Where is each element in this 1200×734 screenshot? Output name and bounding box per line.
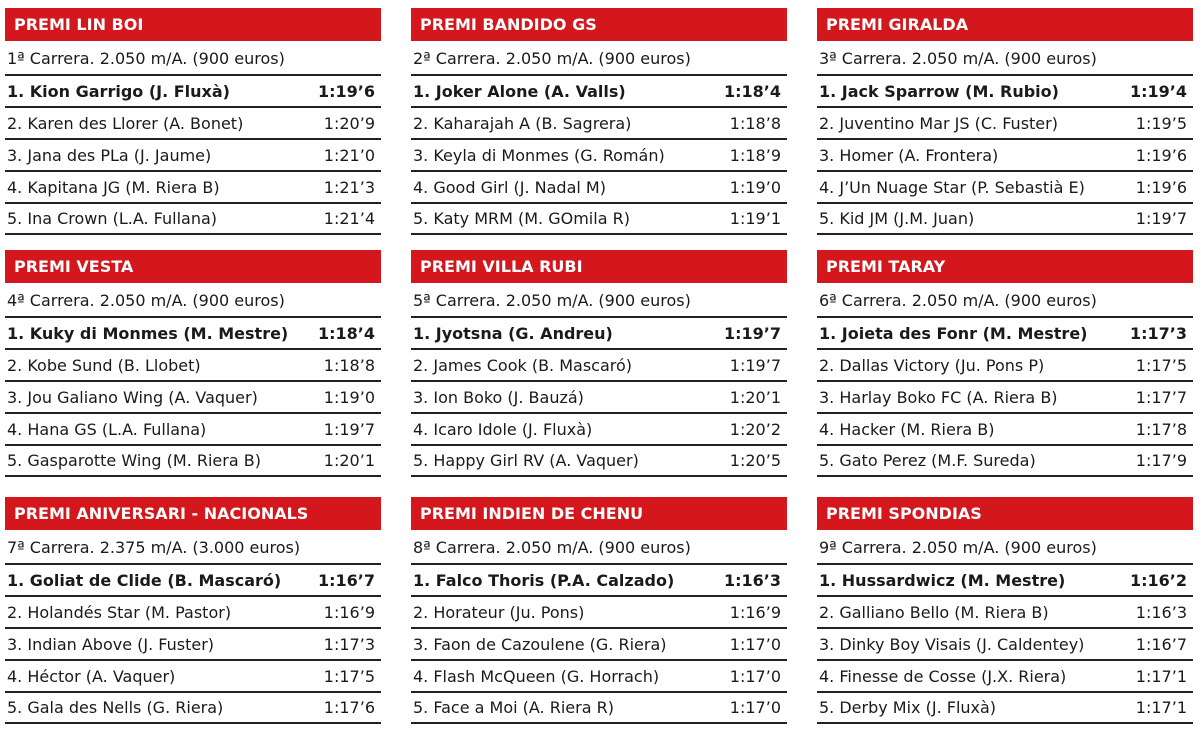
horse-driver: 5. Ina Crown (L.A. Fullana) <box>7 209 218 228</box>
race-info: 1ª Carrera. 2.050 m/A. (900 euros) <box>7 49 285 68</box>
result-row <box>411 563 787 595</box>
race-info: 6ª Carrera. 2.050 m/A. (900 euros) <box>819 291 1097 310</box>
result-row <box>817 691 1193 724</box>
horse-driver: 4. Flash McQueen (G. Horrach) <box>413 666 660 686</box>
horse-driver: 5. Gala des Nells (G. Riera) <box>7 698 224 717</box>
result-row <box>5 380 381 412</box>
result-row <box>411 595 787 627</box>
race-card <box>411 497 787 724</box>
race-time: 1:16’3 <box>723 570 781 590</box>
result-row <box>817 380 1193 412</box>
horse-driver: 2. Kobe Sund (B. Llobet) <box>7 355 201 375</box>
result-row <box>411 316 787 348</box>
result-row <box>817 563 1193 595</box>
race-info: 7ª Carrera. 2.375 m/A. (3.000 euros) <box>7 538 301 557</box>
result-row <box>5 138 381 170</box>
result-row <box>411 106 787 138</box>
horse-driver: 4. J’Un Nuage Star (P. Sebastià E) <box>819 177 1085 197</box>
race-time: 1:16’9 <box>729 602 781 622</box>
result-row <box>411 627 787 659</box>
horse-driver: 3. Ion Boko (J. Bauzá) <box>413 387 584 407</box>
race-time: 1:17’5 <box>323 666 375 686</box>
horse-driver: 3. Homer (A. Frontera) <box>819 145 999 165</box>
race-time: 1:21’0 <box>323 145 375 165</box>
horse-driver: 1. Joieta des Fonr (M. Mestre) <box>819 323 1088 343</box>
horse-driver: 4. Hana GS (L.A. Fullana) <box>7 419 207 439</box>
horse-driver: 3. Harlay Boko FC (A. Riera B) <box>819 387 1058 407</box>
race-card <box>411 8 787 235</box>
result-row <box>5 659 381 691</box>
race-time: 1:19’4 <box>1129 81 1187 101</box>
race-time: 1:20’1 <box>729 387 781 407</box>
race-time: 1:18’4 <box>723 81 781 101</box>
horse-driver: 4. Icaro Idole (J. Fluxà) <box>413 419 593 439</box>
result-row <box>817 348 1193 380</box>
horse-driver: 3. Indian Above (J. Fuster) <box>7 634 215 654</box>
horse-driver: 1. Jyotsna (G. Andreu) <box>413 323 613 343</box>
result-row <box>5 627 381 659</box>
race-title: PREMI TARAY <box>817 250 1193 283</box>
race-title: PREMI VILLA RUBI <box>411 250 787 283</box>
results-list <box>817 74 1193 235</box>
race-time: 1:16’2 <box>1129 570 1187 590</box>
result-row <box>5 412 381 444</box>
result-row <box>411 380 787 412</box>
horse-driver: 1. Goliat de Clide (B. Mascaró) <box>7 570 282 590</box>
results-list <box>5 316 381 477</box>
results-list <box>817 563 1193 724</box>
race-time: 1:19’6 <box>1135 177 1187 197</box>
race-time: 1:17’6 <box>323 698 375 717</box>
race-time: 1:18’9 <box>729 145 781 165</box>
horse-driver: 3. Jana des PLa (J. Jaume) <box>7 145 212 165</box>
race-info: 2ª Carrera. 2.050 m/A. (900 euros) <box>413 49 691 68</box>
result-row <box>411 138 787 170</box>
horse-driver: 1. Kuky di Monmes (M. Mestre) <box>7 323 289 343</box>
race-time: 1:16’9 <box>323 602 375 622</box>
race-info: 8ª Carrera. 2.050 m/A. (900 euros) <box>413 538 691 557</box>
horse-driver: 2. Juventino Mar JS (C. Fuster) <box>819 113 1058 133</box>
result-row <box>5 106 381 138</box>
race-info: 3ª Carrera. 2.050 m/A. (900 euros) <box>819 49 1097 68</box>
result-row <box>817 74 1193 106</box>
horse-driver: 1. Kion Garrigo (J. Fluxà) <box>7 81 230 101</box>
race-time: 1:20’5 <box>729 451 781 470</box>
horse-driver: 5. Face a Moi (A. Riera R) <box>413 698 614 717</box>
horse-driver: 4. Kapitana JG (M. Riera B) <box>7 177 220 197</box>
race-time: 1:19’7 <box>323 419 375 439</box>
race-card <box>411 250 787 477</box>
result-row <box>5 563 381 595</box>
horse-driver: 3. Dinky Boy Visais (J. Caldentey) <box>819 634 1085 654</box>
race-time: 1:17’9 <box>1135 451 1187 470</box>
result-row <box>411 202 787 235</box>
horse-driver: 2. Kaharajah A (B. Sagrera) <box>413 113 632 133</box>
race-title: PREMI SPONDIAS <box>817 497 1193 530</box>
result-row <box>411 659 787 691</box>
race-time: 1:16’7 <box>317 570 375 590</box>
result-row <box>411 170 787 202</box>
race-card <box>5 8 381 235</box>
results-list <box>411 563 787 724</box>
horse-driver: 1. Hussardwicz (M. Mestre) <box>819 570 1066 590</box>
race-time: 1:21’4 <box>323 209 375 228</box>
race-time: 1:19’0 <box>729 177 781 197</box>
result-row <box>5 444 381 477</box>
horse-driver: 2. Horateur (Ju. Pons) <box>413 602 585 622</box>
race-time: 1:17’3 <box>323 634 375 654</box>
horse-driver: 1. Jack Sparrow (M. Rubio) <box>819 81 1059 101</box>
horse-driver: 2. Karen des Llorer (A. Bonet) <box>7 113 244 133</box>
result-row <box>5 691 381 724</box>
race-title: PREMI INDIEN DE CHENU <box>411 497 787 530</box>
race-time: 1:19’7 <box>1135 209 1187 228</box>
result-row <box>411 74 787 106</box>
result-row <box>817 627 1193 659</box>
race-time: 1:17’5 <box>1135 355 1187 375</box>
result-row <box>411 691 787 724</box>
race-time: 1:19’1 <box>729 209 781 228</box>
race-time: 1:19’5 <box>1135 113 1187 133</box>
race-time: 1:17’0 <box>729 698 781 717</box>
race-time: 1:19’6 <box>317 81 375 101</box>
race-time: 1:17’3 <box>1129 323 1187 343</box>
race-time: 1:19’6 <box>1135 145 1187 165</box>
race-time: 1:18’8 <box>323 355 375 375</box>
results-list <box>411 74 787 235</box>
results-list <box>411 316 787 477</box>
race-card <box>5 250 381 477</box>
race-time: 1:20’9 <box>323 113 375 133</box>
horse-driver: 4. Héctor (A. Vaquer) <box>7 666 176 686</box>
race-time: 1:16’3 <box>1135 602 1187 622</box>
race-time: 1:20’2 <box>729 419 781 439</box>
result-row <box>817 595 1193 627</box>
result-row <box>5 74 381 106</box>
horse-driver: 4. Hacker (M. Riera B) <box>819 419 995 439</box>
race-time: 1:16’7 <box>1135 634 1187 654</box>
horse-driver: 5. Gasparotte Wing (M. Riera B) <box>7 451 261 470</box>
result-row <box>817 444 1193 477</box>
result-row <box>411 444 787 477</box>
results-list <box>5 74 381 235</box>
result-row <box>817 106 1193 138</box>
horse-driver: 4. Good Girl (J. Nadal M) <box>413 177 606 197</box>
race-title: PREMI LIN BOI <box>5 8 381 41</box>
race-time: 1:19’7 <box>729 355 781 375</box>
race-time: 1:19’7 <box>723 323 781 343</box>
race-time: 1:17’0 <box>729 666 781 686</box>
horse-driver: 1. Joker Alone (A. Valls) <box>413 81 626 101</box>
results-list <box>817 316 1193 477</box>
result-row <box>817 138 1193 170</box>
horse-driver: 5. Katy MRM (M. GOmila R) <box>413 209 630 228</box>
race-time: 1:18’8 <box>729 113 781 133</box>
result-row <box>817 202 1193 235</box>
race-time: 1:17’0 <box>729 634 781 654</box>
horse-driver: 2. Galliano Bello (M. Riera B) <box>819 602 1049 622</box>
race-time: 1:17’8 <box>1135 419 1187 439</box>
horse-driver: 3. Faon de Cazoulene (G. Riera) <box>413 634 667 654</box>
result-row <box>817 659 1193 691</box>
race-card <box>817 8 1193 235</box>
race-card <box>817 497 1193 724</box>
race-time: 1:17’7 <box>1135 387 1187 407</box>
race-time: 1:20’1 <box>323 451 375 470</box>
race-info: 4ª Carrera. 2.050 m/A. (900 euros) <box>7 291 285 310</box>
horse-driver: 4. Finesse de Cosse (J.X. Riera) <box>819 666 1067 686</box>
race-card <box>5 497 381 724</box>
horse-driver: 5. Kid JM (J.M. Juan) <box>819 209 975 228</box>
race-title: PREMI GIRALDA <box>817 8 1193 41</box>
result-row <box>817 316 1193 348</box>
horse-driver: 2. James Cook (B. Mascaró) <box>413 355 633 375</box>
result-row <box>5 316 381 348</box>
horse-driver: 2. Holandés Star (M. Pastor) <box>7 602 232 622</box>
result-row <box>411 412 787 444</box>
race-title: PREMI BANDIDO GS <box>411 8 787 41</box>
race-time: 1:19’0 <box>323 387 375 407</box>
race-title: PREMI VESTA <box>5 250 381 283</box>
race-info: 5ª Carrera. 2.050 m/A. (900 euros) <box>413 291 691 310</box>
result-row <box>817 412 1193 444</box>
race-time: 1:18’4 <box>317 323 375 343</box>
race-time: 1:17’1 <box>1135 698 1187 717</box>
result-row <box>817 170 1193 202</box>
result-row <box>5 595 381 627</box>
result-row <box>5 202 381 235</box>
horse-driver: 3. Keyla di Monmes (G. Román) <box>413 145 665 165</box>
results-list <box>5 563 381 724</box>
horse-driver: 5. Happy Girl RV (A. Vaquer) <box>413 451 639 470</box>
race-time: 1:21’3 <box>323 177 375 197</box>
result-row <box>5 170 381 202</box>
horse-driver: 5. Derby Mix (J. Fluxà) <box>819 698 997 717</box>
horse-driver: 1. Falco Thoris (P.A. Calzado) <box>413 570 675 590</box>
race-title: PREMI ANIVERSARI - NACIONALS <box>5 497 381 530</box>
race-card <box>817 250 1193 477</box>
horse-driver: 5. Gato Perez (M.F. Sureda) <box>819 451 1036 470</box>
race-info: 9ª Carrera. 2.050 m/A. (900 euros) <box>819 538 1097 557</box>
race-time: 1:17’1 <box>1135 666 1187 686</box>
result-row <box>411 348 787 380</box>
result-row <box>5 348 381 380</box>
horse-driver: 2. Dallas Victory (Ju. Pons P) <box>819 355 1045 375</box>
horse-driver: 3. Jou Galiano Wing (A. Vaquer) <box>7 387 258 407</box>
